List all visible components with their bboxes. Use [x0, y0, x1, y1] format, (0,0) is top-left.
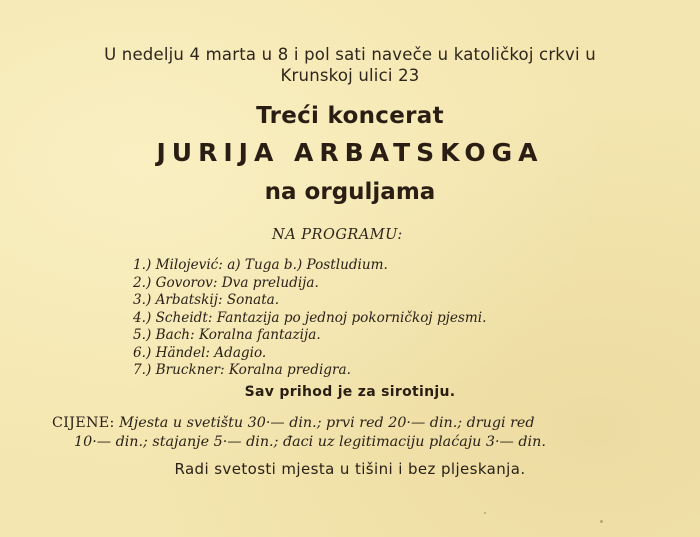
concert-title: Treći koncerat [256, 103, 444, 129]
paper-speck [600, 520, 603, 523]
ticket-prices [52, 414, 634, 452]
paper-speck [484, 512, 486, 514]
prices-text-1: Mjesta u svetištu 30·— din.; prvi red 20·— din.; drugi red [119, 415, 535, 431]
program-item: 3.) Arbatskij: Sonata. [133, 292, 280, 308]
announcement-line-2: Krunskoj ulici 23 [280, 66, 420, 85]
program-heading: NA PROGRAMU: [272, 227, 403, 243]
program-item: 6.) Händel: Adagio. [133, 344, 267, 361]
instrument-subtitle: na orguljama [264, 179, 436, 205]
program-item: 5.) Bach: Koralna fantazija. [133, 327, 321, 343]
program-item: 7.) Bruckner: Koralna predigra. [133, 362, 351, 378]
concert-announcement [0, 44, 700, 86]
prices-label: CIJENE: [52, 415, 115, 431]
proceeds-note: Sav prihod je za sirotinju. [244, 384, 456, 400]
announcement-line-1: U nedelju 4 marta u 8 i pol sati naveče u katoličkoj crkvi u [104, 45, 596, 64]
program-item: 2.) Govorov: Dva preludija. [133, 274, 319, 291]
prices-line-2: 10·— din.; stajanje 5·— din.; đaci uz legitimaciju plaćaju 3·— din. [74, 434, 546, 450]
prices-line-1 [52, 414, 634, 433]
silence-request: Radi svetosti mjesta u tišini i bez pljeskanja. [174, 460, 526, 478]
program-item: 4.) Scheidt: Fantazija po jednoj pokorničkoj pjesmi. [133, 309, 487, 326]
performer-name: JURIJA ARBATSKOGA [156, 138, 544, 167]
program-item: 1.) Milojević: a) Tuga b.) Postludium. [133, 257, 388, 273]
program-list [133, 257, 486, 380]
